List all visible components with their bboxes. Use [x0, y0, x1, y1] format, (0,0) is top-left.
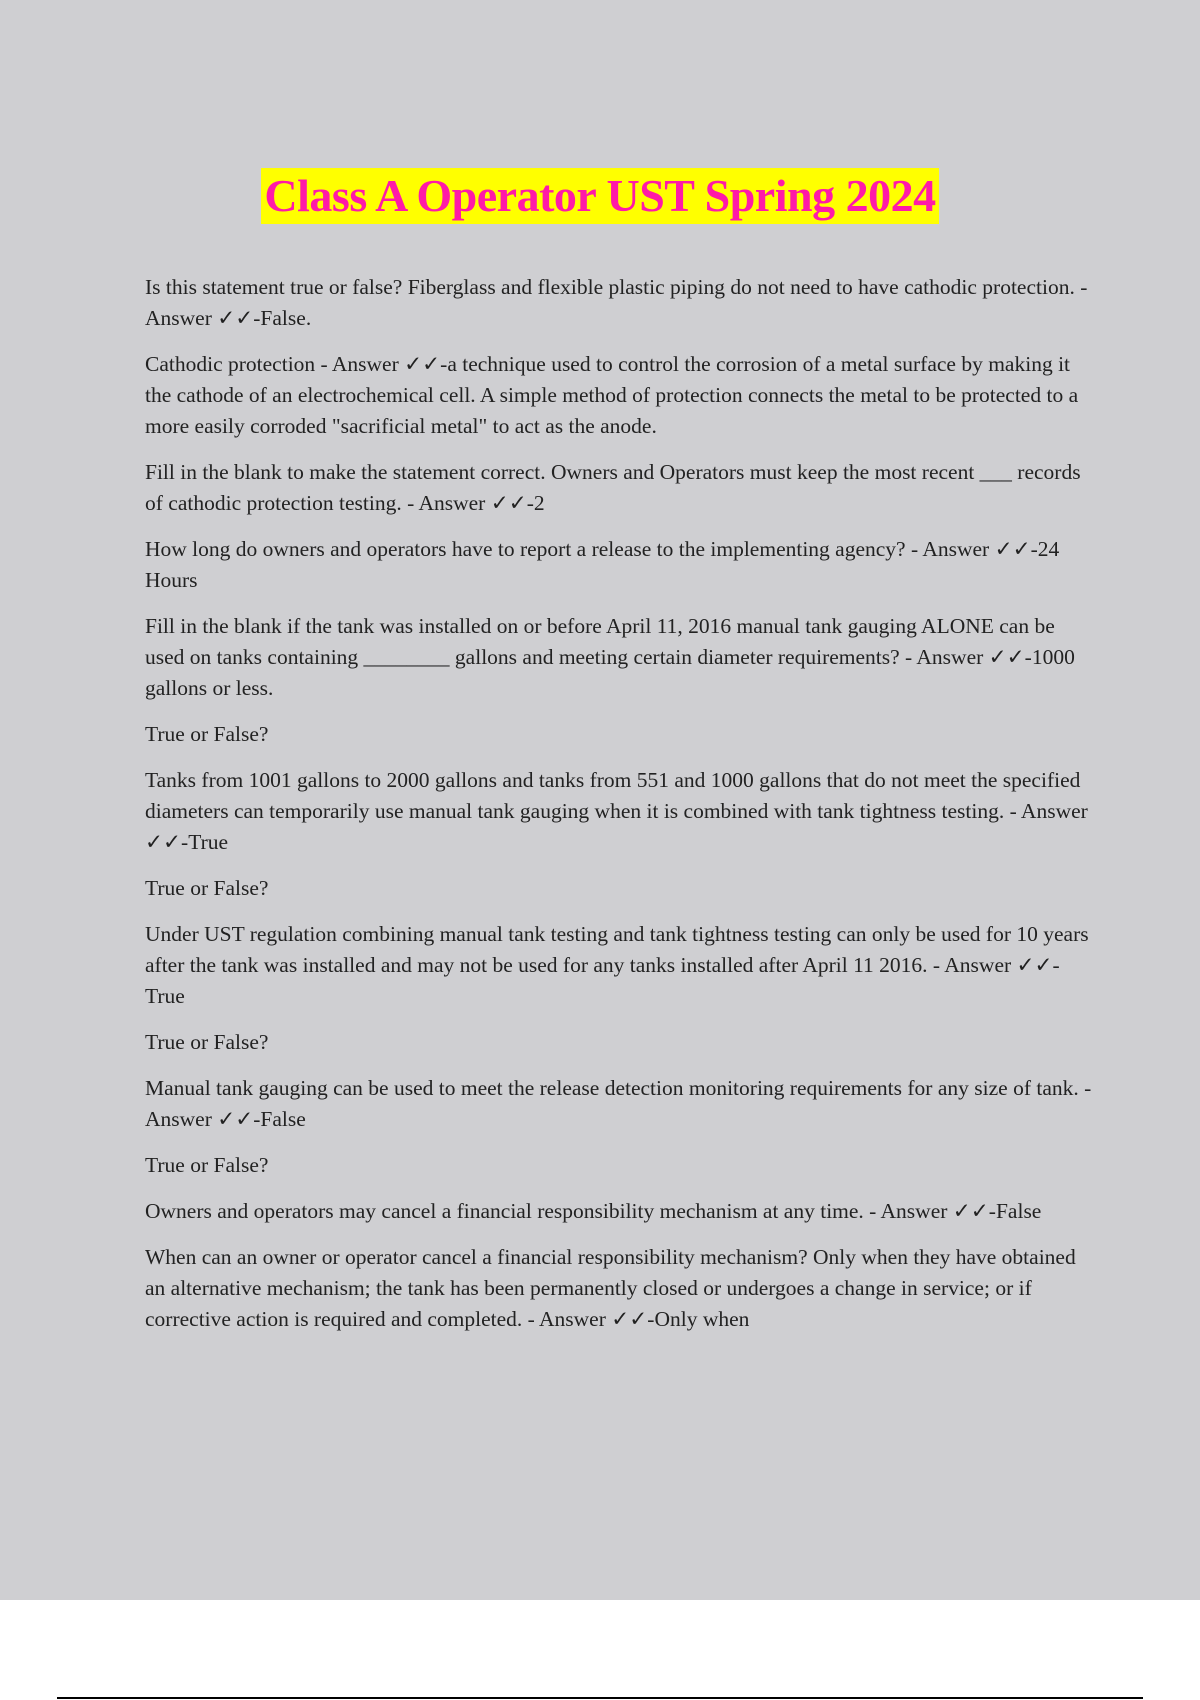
qa-paragraph-report-release: How long do owners and operators have to report a release to the implementing agency? - Answer ✓✓-24 Hours	[145, 537, 1060, 592]
qa-paragraph-temporary-gauging: Tanks from 1001 gallons to 2000 gallons and tanks from 551 and 1000 gallons that do not meet the specified diameters can temporarily use manual tank gauging when it is combined with tank tightness testing. - Answer ✓✓-True	[145, 768, 1088, 854]
qa-paragraph-manual-gauging-alone: Fill in the blank if the tank was installed on or before April 11, 2016 manual tank gauging ALONE can be used on tanks containing ________ gallons and meeting certain diameter requirements? - Answer ✓✓-1000 gallons or less.	[145, 614, 1075, 700]
document-body	[145, 272, 1093, 1350]
qa-prompt-true-false: True or False?	[145, 876, 269, 900]
qa-paragraph-cancel-when: When can an owner or operator cancel a financial responsibility mechanism? Only when they have obtained an alternative mechanism; the tank has been permanently closed or undergoes a change in service; or if corrective action is required and completed. - Answer ✓✓-Only when	[145, 1245, 1076, 1331]
qa-paragraph-records: Fill in the blank to make the statement correct. Owners and Operators must keep the most recent ___ records of cathodic protection testing. - Answer ✓✓-2	[145, 460, 1081, 515]
qa-paragraph-cathodic-piping: Is this statement true or false? Fiberglass and flexible plastic piping do not need to have cathodic protection. - Answer ✓✓-False.	[145, 275, 1088, 330]
qa-paragraph-cancel-anytime: Owners and operators may cancel a financial responsibility mechanism at any time. - Answer ✓✓-False	[145, 1199, 1042, 1223]
qa-prompt-true-false: True or False?	[145, 722, 269, 746]
document-title: Class A Operator UST Spring 2024	[261, 168, 938, 224]
qa-paragraph-cathodic-definition: Cathodic protection - Answer ✓✓-a technique used to control the corrosion of a metal surface by making it the cathode of an electrochemical cell. A simple method of protection connects the metal to be protected to a more easily corroded "sacrificial metal" to act as the anode.	[145, 352, 1079, 438]
qa-paragraph-manual-gauging-any-size: Manual tank gauging can be used to meet the release detection monitoring requirements for any size of tank. - Answer ✓✓-False	[145, 1076, 1092, 1131]
title-wrapper	[0, 168, 1200, 224]
qa-prompt-true-false: True or False?	[145, 1030, 269, 1054]
qa-prompt-true-false: True or False?	[145, 1153, 269, 1177]
qa-paragraph-ust-regulation: Under UST regulation combining manual tank testing and tank tightness testing can only be used for 10 years after the tank was installed and may not be used for any tanks installed after April 11 2016. - Answer ✓✓-True	[145, 922, 1089, 1008]
footer-divider	[57, 1697, 1143, 1699]
